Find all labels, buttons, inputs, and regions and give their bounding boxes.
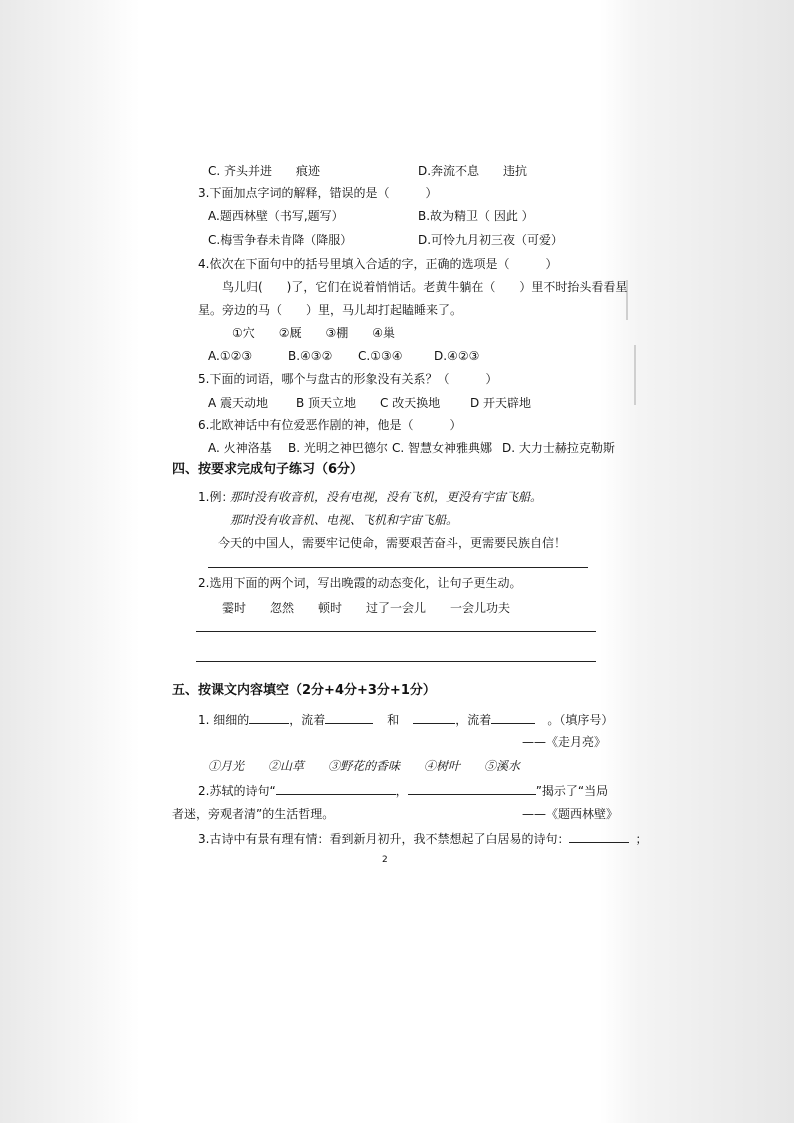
- s5-q2-fill-sentence: [198, 782, 608, 799]
- q4-option-b: B.④③②: [288, 349, 333, 363]
- s5-q2-blank-2[interactable]: [408, 782, 536, 795]
- q3-option-a: A.题西林壁（书写,题写）: [208, 209, 344, 223]
- q6-option-b: B. 光明之神巴德尔: [288, 441, 388, 455]
- q6-option-d: D. 大力士赫拉克勒斯: [502, 441, 615, 455]
- s5-q3-blank-1[interactable]: [569, 830, 629, 843]
- s4-q2-answer-line-1[interactable]: [196, 631, 596, 632]
- s4-q2-word-choices: 霎时 忽然 顿时 过了一会儿 一会儿功夫: [222, 601, 511, 615]
- s5-q2-text-a: 2.苏轼的诗句“: [198, 784, 276, 798]
- q5-option-c: C 改天换地: [380, 396, 441, 410]
- q2-option-c: C. 齐头并进 痕迹: [208, 164, 321, 178]
- q5-stem: 5.下面的词语，哪个与盘古的形象没有关系？（ ）: [198, 372, 498, 386]
- q4-option-d: D.④②③: [434, 349, 480, 363]
- s5-q1-blank-4[interactable]: [491, 711, 535, 724]
- scan-streak: [634, 345, 636, 405]
- q3-stem: 3.下面加点字词的解释，错误的是（ ）: [198, 186, 438, 200]
- s4-q2-answer-line-2[interactable]: [196, 661, 596, 662]
- q2-option-d: D.奔流不息 违抗: [418, 164, 528, 178]
- q6-option-a: A. 火神洛基: [208, 441, 272, 455]
- s4-q1-task-sentence: 今天的中国人，需要牢记使命，需要艰苦奋斗，更需要民族自信！: [218, 536, 567, 550]
- s5-q1-text-b: ，流着: [289, 713, 326, 727]
- s5-q1-choices: ①月光 ②山草 ③野花的香味 ④树叶 ⑤溪水: [208, 759, 521, 773]
- q4-stem: 4.依次在下面句中的括号里填入合适的字，正确的选项是（ ）: [198, 257, 558, 271]
- s5-q1-text-c: 和: [387, 713, 400, 727]
- s5-q2-text-b: ，: [395, 784, 408, 798]
- s5-q2-text-c: ”揭示了“当局: [535, 784, 609, 798]
- s5-q1-blank-1[interactable]: [249, 711, 289, 724]
- s5-q2-source: ——《题西林壁》: [522, 807, 619, 821]
- s5-q1-source: ——《走月亮》: [522, 735, 607, 749]
- q3-option-c: C.梅雪争春未肯降（降服）: [208, 233, 353, 247]
- s4-q1-example-original: 那时没有收音机，没有电视，没有飞机，更没有宇宙飞船。: [230, 490, 543, 504]
- q3-option-d: D.可怜九月初三夜（可爱）: [418, 233, 564, 247]
- q6-stem: 6.北欧神话中有位爱恶作剧的神，他是（ ）: [198, 418, 462, 432]
- q4-option-c: C.①③④: [358, 349, 403, 363]
- s5-q3-text-a: 3.古诗中有景有理有情：看到新月初升，我不禁想起了白居易的诗句：: [198, 832, 570, 846]
- s5-q1-blank-3[interactable]: [413, 711, 455, 724]
- section5-heading: 五、按课文内容填空（2分+4分+3分+1分）: [172, 683, 436, 698]
- q4-sentence-line1: 鸟儿归( )了，它们在说着悄悄话。老黄牛躺在（ ）里不时抬头看看星: [222, 280, 628, 294]
- s5-q1-text-e: 。（填序号）: [547, 713, 614, 727]
- s5-q1-text-a: 1. 细细的: [198, 713, 250, 727]
- s5-q3-fill-sentence: [198, 830, 647, 847]
- q4-sentence-line2: 星。旁边的马（ ）里，马儿却打起瞌睡来了。: [198, 303, 463, 317]
- s5-q2-blank-1[interactable]: [276, 782, 396, 795]
- s4-q1-answer-line[interactable]: [208, 567, 588, 568]
- s5-q1-fill-sentence: [198, 711, 613, 728]
- q4-choices: ①穴 ②厩 ③棚 ④巢: [232, 326, 396, 340]
- section4-heading: 四、按要求完成句子练习（6分）: [172, 462, 364, 477]
- s5-q1-blank-2[interactable]: [325, 711, 373, 724]
- s4-q1-example-rewritten: 那时没有收音机、电视、飞机和宇宙飞船。: [230, 513, 459, 527]
- q5-option-d: D 开天辟地: [470, 396, 532, 410]
- q6-option-c: C. 智慧女神雅典娜: [392, 441, 493, 455]
- s4-q1-label: 1.例：: [198, 490, 234, 504]
- s4-q2-stem: 2.选用下面的两个词，写出晚霞的动态变化，让句子更生动。: [198, 576, 522, 590]
- q3-option-b: B.故为精卫（ 因此 ）: [418, 209, 534, 223]
- page-number: 2: [382, 855, 388, 865]
- q4-option-a: A.①②③: [208, 349, 253, 363]
- q5-option-a: A 震天动地: [208, 396, 269, 410]
- s5-q2-sentence-end: 者迷，旁观者清”的生活哲理。: [172, 807, 335, 821]
- s5-q3-text-b: ；: [635, 832, 648, 846]
- q5-option-b: B 顶天立地: [296, 396, 357, 410]
- s5-q1-text-d: ，流着: [455, 713, 492, 727]
